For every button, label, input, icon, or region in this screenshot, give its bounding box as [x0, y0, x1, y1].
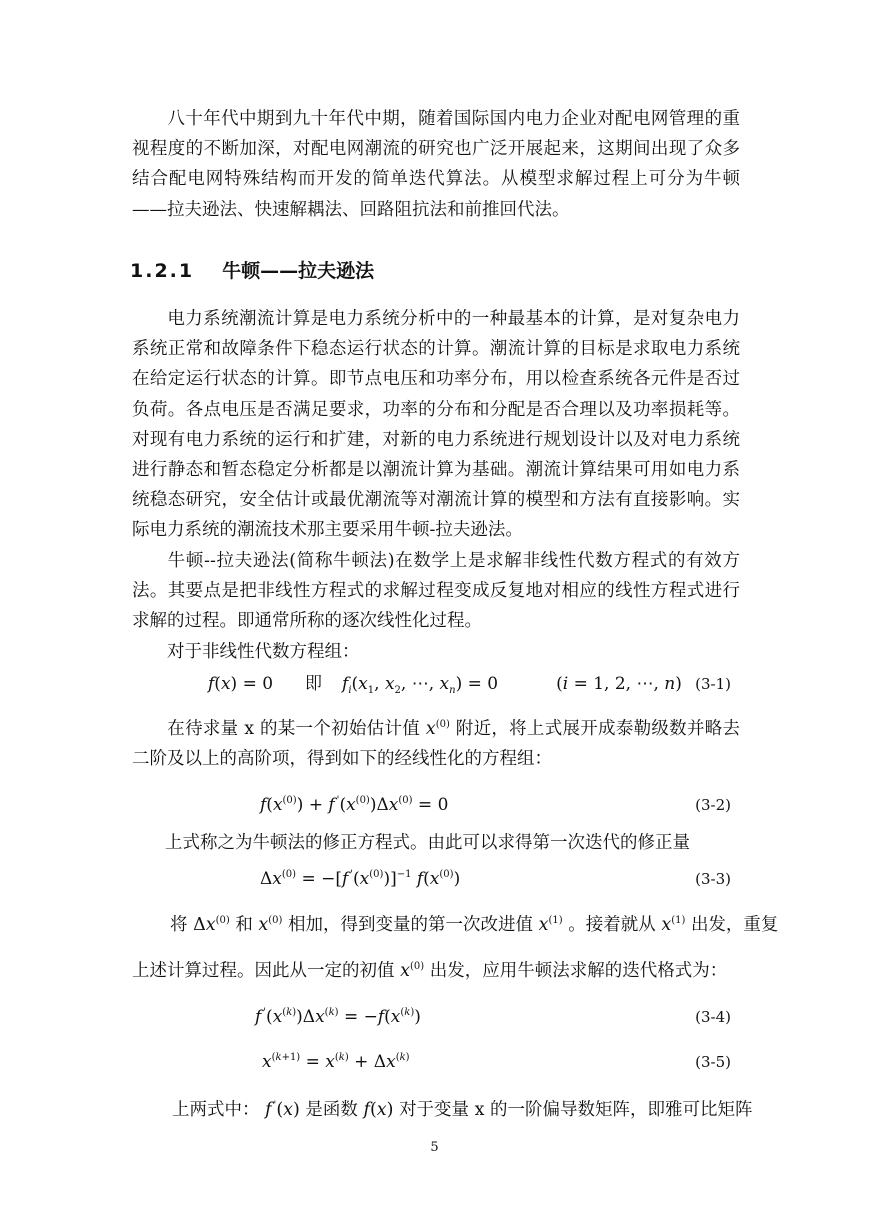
section-title: 牛顿——拉夫逊法: [222, 260, 375, 282]
iteration-text-d: 。接着就从: [568, 915, 656, 935]
equation-number-3-5: (3-5): [695, 1053, 731, 1071]
jacobian-text-a: 上两式中：: [172, 1100, 260, 1120]
iteration-format-text-a: 上述计算过程。因此从一定的初值: [132, 961, 395, 981]
paragraph-taylor: 在待求量 x 的某一个初始估计值 $x^{(0)}$ 附近，将上式展开成泰勒级数并略去二阶及以上的高阶项，得到如下的经线性化的方程组：: [132, 719, 741, 770]
paragraph-correction: [165, 828, 745, 858]
paragraph-newton: [132, 546, 740, 637]
section-number: 1.2.1: [130, 260, 195, 282]
paragraph-first-iteration: 将 $\Delta x^{(0)}$ 和 $x^{(0)}$ 相加，得到变量的第一次改进值 $x^{(1)}$ 。接着就从 $x^{(1)}$ 出发，重复: [170, 915, 779, 935]
equation-number-3-1: (3-1): [695, 675, 731, 693]
iteration-text-a: 将: [170, 915, 188, 935]
paragraph-intro: [132, 104, 740, 225]
equation-3-3: $\Delta x^{(0)} = -[f$ $'(x^{(0)})]^{-1}$ $f(x^{(0)})$: [260, 869, 461, 889]
jacobian-text-c: 对于变量 x 的一阶偏导数矩阵，即雅可比矩阵: [399, 1100, 753, 1120]
equation-3-1: f(x) = 0 即 $f_i(x_1$, $x_2$, ⋯, $x_n) = 0$ (i = 1, 2, ⋯, n): [208, 674, 682, 696]
paragraph-taylor-text-a: 在待求量 x 的某一个初始估计值: [167, 719, 421, 739]
equation-3-4: f $'(x^{(k)})\Delta x^{(k)} = -f(x^{(k)})$: [255, 1007, 421, 1027]
jacobian-text-b: 是函数: [305, 1100, 358, 1120]
section-heading: [130, 256, 374, 283]
equation-3-2: $f(x^{(0)}) + f$ $'(x^{(0)})\Delta x^{(0)} = 0$: [260, 795, 449, 815]
page-number: 5: [430, 1140, 439, 1155]
paragraph-taylor-text-b: 附近，将上式展开成泰勒级数并略去二阶及以上的高阶项，得到如下的经线性化的方程组：: [132, 719, 741, 770]
iteration-text-c: 相加，得到变量的第一次改进值: [288, 915, 534, 935]
paragraph-nonlinear-text: 对于非线性代数方程组：: [167, 642, 360, 662]
iteration-format-text-b: 出发，应用牛顿法求解的迭代格式为：: [429, 961, 728, 981]
equation-number-3-3: (3-3): [695, 870, 731, 888]
equation-number-3-2: (3-2): [695, 796, 731, 814]
paragraph-nonlinear: [132, 637, 740, 667]
equation-connector: 即: [305, 674, 323, 694]
iteration-text-b: 和: [235, 915, 253, 935]
paragraph-newton-text: 牛顿--拉夫逊法(简称牛顿法)在数学上是求解非线性代数方程式的有效方法。其要点是把非线性方程式的求解过程变成反复地对相应的线性方程式进行求解的过程。即通常所称的逐次线性化过程。: [132, 551, 740, 632]
paragraph-correction-text: 上式称之为牛顿法的修正方程式。由此可以求得第一次迭代的修正量: [165, 833, 690, 853]
paragraph-intro-text: 八十年代中期到九十年代中期，随着国际国内电力企业对配电网管理的重视程度的不断加深，对配电网潮流的研究也广泛开展起来，这期间出现了众多结合配电网特殊结构而开发的简单迭代算法。从模型求解过程上可分为牛顿——拉夫逊法、快速解耦法、回路阻抗法和前推回代法。: [132, 109, 740, 220]
paragraph-iteration-format: 上述计算过程。因此从一定的初值 $x^{(0)}$ 出发，应用牛顿法求解的迭代格式为：: [132, 961, 728, 981]
iteration-text-e: 出发，重复: [690, 915, 779, 935]
equation-3-5: $x^{(k+1)} = x^{(k)} + \Delta x^{(k)}$: [262, 1052, 410, 1072]
paragraph-jacobian: 上两式中： f '(x) 是函数 f(x) 对于变量 x 的一阶偏导数矩阵，即雅可比矩阵: [172, 1100, 753, 1120]
paragraph-power-flow: [132, 304, 740, 546]
paragraph-power-flow-text: 电力系统潮流计算是电力系统分析中的一种最基本的计算，是对复杂电力系统正常和故障条件下稳态运行状态的计算。潮流计算的目标是求取电力系统在给定运行状态的计算。即节点电压和功率分布，用以检查系统各元件是否过负荷。各点电压是否满足要求，功率的分布和分配是否合理以及功率损耗等。对现有电力系统的运行和扩建，对新的电力系统进行规划设计以及对电力系统进行静态和暂态稳定分析都是以潮流计算为基础。潮流计算结果可用如电力系统稳态研究，安全估计或最优潮流等对潮流计算的模型和方法有直接影响。实际电力系统的潮流技术那主要采用牛顿-拉夫逊法。: [132, 309, 740, 541]
equation-number-3-4: (3-4): [695, 1008, 731, 1026]
